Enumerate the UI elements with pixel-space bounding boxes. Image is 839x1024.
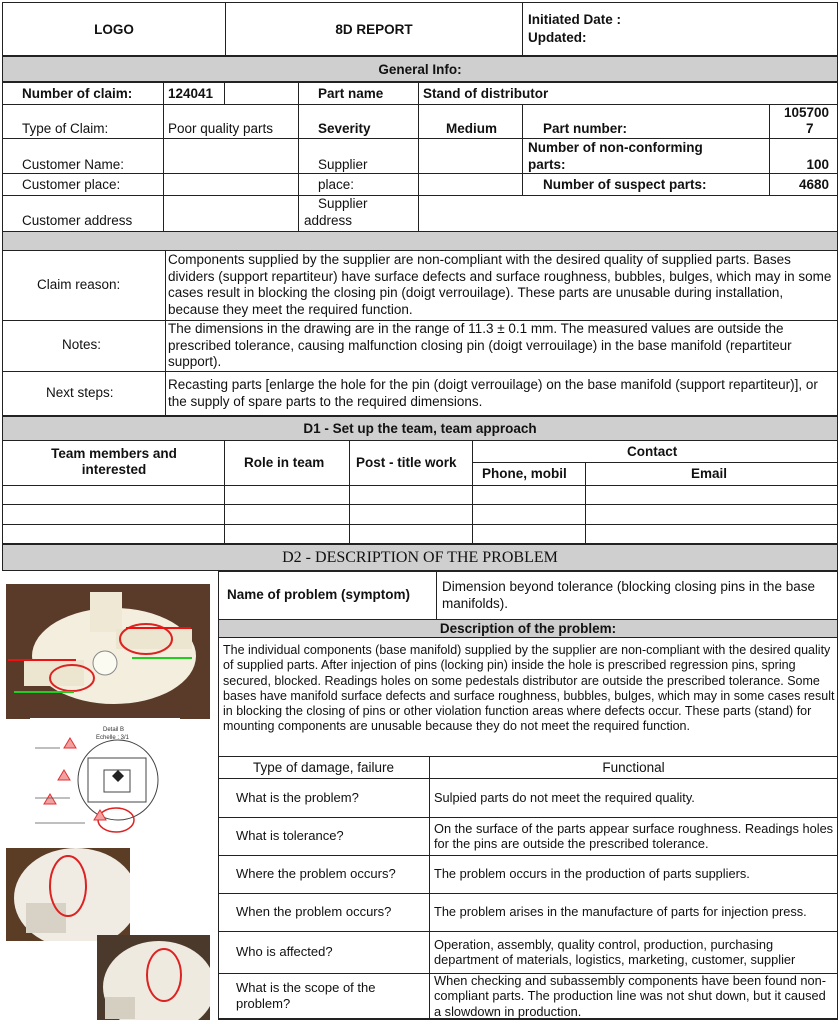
failure-row — [218, 817, 838, 855]
part-photo-bottom — [97, 935, 210, 1020]
part-number-label: Part number: — [543, 121, 628, 136]
failure-row — [218, 931, 838, 973]
failure-answer: Operation, assembly, quality control, production, purchasing department of materials, logistics, marketing, customer, supplier — [434, 936, 796, 967]
initiated-date-label: Initiated Date : — [528, 12, 622, 27]
failure-answer: When checking and subassembly components have been found non-compliant parts. The production line was not shut down, but it caused a slowdown in production. — [434, 972, 826, 1019]
part-number-line2: 7 — [806, 121, 814, 136]
general-info-title: General Info: — [378, 61, 462, 77]
col-phone: Phone, mobil — [482, 466, 567, 481]
drawing-label: Detail B — [103, 727, 125, 733]
customer-name-label: Customer Name: — [22, 157, 125, 172]
failure-question: When the problem occurs? — [236, 904, 392, 919]
next-steps: Recasting parts [enlarge the hole for the pin (doigt verrouilage) on the base manifold (support repartiteur)], or the supply of spare parts to the required dimensions. — [168, 377, 818, 409]
drawing-scale: Echelle : 3/1 — [96, 735, 130, 741]
d1-header — [2, 416, 838, 441]
nonconforming-label-1: Number of non-conforming — [528, 140, 703, 155]
updated-label: Updated: — [528, 30, 587, 45]
description-title: Description of the problem: — [439, 621, 617, 636]
failure-question: What is the scope of the problem? — [236, 980, 376, 1011]
claim-reason: Components supplied by the supplier are non-compliant with the desired quality of supplied parts. Bases dividers (support repartiteur) have surface defects and surface roughness, bubbles, bulges, which may in some cases result in blocking the closing pin (doigt verrouilage). These parts are unusable during installation, because they meet the required function. — [168, 252, 832, 317]
problem-description: The individual components (base manifold) supplied by the supplier are non-compliant with the desired quality of supplied parts. After injection of pins (locking pin) inside the hole is prescribed regression pins, spring secured, blocked. Readings holes on some pedestals distributor are outside the prescribed tolerance. Some bases have manifold surface defects and surface roughness, bubbles, bulges, which may in some cases result in blocking the closing of pins or other violation function areas where defects occur. These parts (stand) for mounting components are unusable because they do not meet the required function. — [223, 643, 835, 734]
general-info-header — [2, 56, 838, 82]
nonconforming-count: 100 — [806, 157, 829, 172]
col-team-members: Team members and interested — [51, 446, 177, 477]
failure-question: What is the problem? — [236, 790, 359, 805]
dates-cell — [522, 2, 838, 56]
col-functional: Functional — [602, 760, 665, 775]
failure-row — [218, 855, 838, 893]
customer-place-label: Customer place: — [22, 177, 121, 192]
failure-question: Where the problem occurs? — [236, 866, 396, 881]
d2-header — [2, 544, 838, 571]
supplier-address-label-1: Supplier — [318, 196, 368, 211]
technical-drawing — [30, 718, 180, 842]
supplier-place-label: place: — [318, 177, 355, 192]
claim-type: Poor quality parts — [168, 121, 274, 136]
failure-row — [218, 779, 838, 817]
part-number-line1: 105700 — [783, 105, 829, 120]
separator-bar — [2, 231, 838, 251]
severity-label: Severity — [318, 121, 371, 136]
report-title-cell — [225, 2, 523, 56]
problem-name-label: Name of problem (symptom) — [227, 587, 411, 602]
col-email: Email — [691, 466, 728, 481]
col-contact: Contact — [627, 444, 678, 459]
notes: The dimensions in the drawing are in the range of 11.3 ± 0.1 mm. The measured values are outside the prescribed tolerance, causing malfunction closing pin (doigt verrouilage) in the base manifold (repartiteur support). — [168, 321, 792, 369]
col-damage-type: Type of damage, failure — [252, 760, 395, 775]
logo: LOGO — [94, 21, 134, 37]
supplier-label: Supplier — [318, 157, 368, 172]
failure-row — [218, 973, 838, 1019]
d1-title: D1 - Set up the team, team approach — [303, 421, 537, 436]
part-name: Stand of distributor — [423, 86, 549, 101]
failure-answer: On the surface of the parts appear surface roughness. Readings holes for the pins are outside the prescribed tolerance. — [434, 820, 834, 851]
col-role: Role in team — [244, 455, 325, 470]
part-closeup-image — [6, 848, 130, 941]
part-detail-image — [97, 935, 210, 1020]
drawing-image — [30, 718, 180, 842]
failure-question: What is tolerance? — [236, 828, 344, 843]
failure-question: Who is affected? — [236, 944, 333, 959]
suspect-parts-count: 4680 — [798, 177, 829, 192]
logo-cell — [2, 2, 226, 56]
description-header — [219, 620, 837, 637]
supplier-address-label-2: address — [304, 213, 353, 228]
suspect-parts-label: Number of suspect parts: — [543, 177, 707, 192]
part-photo-top — [6, 584, 210, 719]
manifold-photo-image — [6, 584, 210, 719]
next-steps-label: Next steps: — [46, 385, 114, 400]
failure-answer: The problem occurs in the production of parts suppliers. — [434, 866, 750, 882]
claim-reason-label: Claim reason: — [37, 277, 121, 292]
failure-row — [218, 893, 838, 931]
nonconforming-label-2: parts: — [528, 157, 566, 172]
failure-answer: The problem arises in the manufacture of parts for injection press. — [434, 904, 807, 920]
col-post: Post - title work — [356, 455, 457, 470]
report-title: 8D REPORT — [335, 21, 413, 37]
failure-answer: Sulpied parts do not meet the required quality. — [434, 790, 695, 806]
customer-address-label: Customer address — [22, 213, 133, 228]
part-name-label: Part name — [318, 86, 384, 101]
claim-number-label: Number of claim: — [22, 86, 133, 101]
claim-number: 124041 — [168, 86, 214, 101]
severity: Medium — [446, 121, 498, 136]
part-photo-middle — [6, 848, 130, 941]
d2-title: D2 - DESCRIPTION OF THE PROBLEM — [282, 548, 558, 566]
claim-type-label: Type of Claim: — [22, 121, 109, 136]
problem-name: Dimension beyond tolerance (blocking closing pins in the base manifolds). — [442, 579, 815, 611]
notes-label: Notes: — [62, 337, 102, 352]
